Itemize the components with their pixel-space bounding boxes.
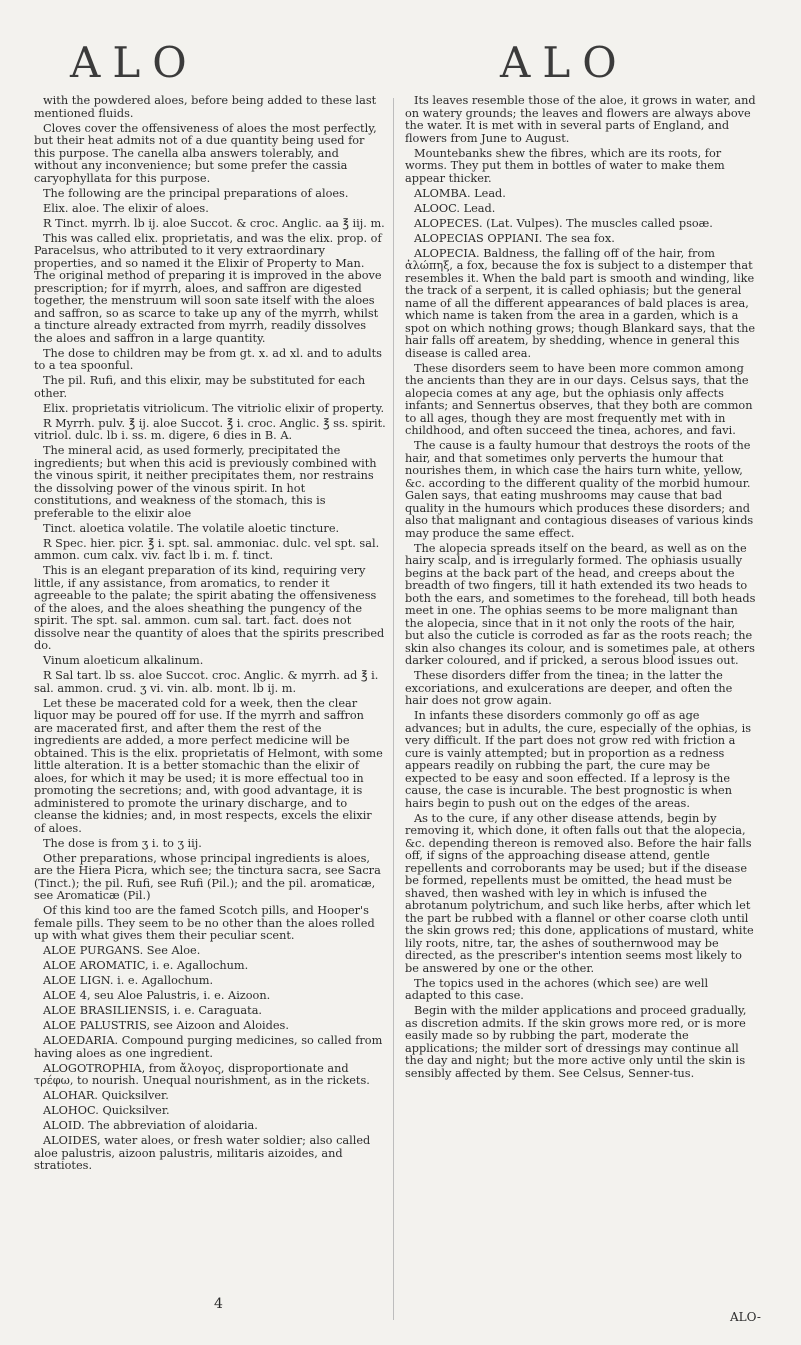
paragraph: The pil. Rufi, and this elixir, may be substituted for each other. <box>34 374 366 400</box>
paragraph: ALOGOTROPHIA, from ἄλογος, disproportionate and τρέφω, to nourish. Unequal nourishment, as in the rickets. <box>34 1061 370 1087</box>
paragraph: As to the cure, if any other disease attends, begin by removing it, which done, it often falls out that the alopecia, &c. depending thereon is removed also. Before the hair falls off, if signs of the approaching disease attend, gentle repellents and corroborants may be used; but if the disease be formed, repellents must be omitted, the head must be shaved, then washed with ley in which is infused the abrotanum polytrichum, and such like herbs, after which let the part be rubbed with a flannel or other coarse cloth until the skin grows red; this done, applications of mustard, white lily roots, nitre, tar, the ashes of southernwood may be directed, as the prescriber's intention seems most likely to be answered by one or the other. <box>405 811 754 975</box>
paragraph: Elix. proprietatis vitriolicum. The vitriolic elixir of property. <box>43 401 385 415</box>
paragraph: ALOOC. Lead. <box>414 201 496 215</box>
paragraph: Its leaves resemble those of the aloe, it grows in water, and on watery grounds; the leaves and flowers are always above the water. It is met with in several parts of England, and flowers from June to August. <box>405 94 756 145</box>
paragraph: Let these be macerated cold for a week, then the clear liquor may be poured off for use. If the myrrh and saffron are macerated first, and after them the rest of the ingredients are added, a more perfect medicine will be obtained. This is the elix. proprietatis of Helmont, with some little alteration. It is a better stomachic than the elixir of aloes, for which it may be used; it is more effectual too in promoting the secretions; and, with good advantage, it is administered to promote the urinary discharge, and to cleanse the kidnies; and, in most respects, excels the elixir of aloes. <box>34 696 383 835</box>
paragraph: R Spec. hier. picr. ℥ i. spt. sal. ammoniac. dulc. vel spt. sal. ammon. cum calx. viv. fact lb i. m. f. tinct. <box>34 536 380 562</box>
catchword: ALO- <box>730 1310 761 1324</box>
paragraph: Begin with the milder applications and proceed gradually, as discretion admits. If the skin grows more red, or is more easily made so by rubbing the part, moderate the applications; the milder sort of dressings may continue all the day and night; but the more active only until the skin is sensibly affected by them. See Celsus, Senner-tus. <box>405 1004 747 1080</box>
paragraph: ALOMBA. Lead. <box>414 186 506 200</box>
column-divider <box>393 98 394 1320</box>
page-number: 4 <box>214 1296 223 1312</box>
paragraph: Cloves cover the offensiveness of aloes the most perfectly, but their heat admits not of a due quantity being used for this purpose. The canella alba answers tolerably, and without any inconvenience; but some prefer the cassia caryophyllata for this purpose. <box>34 121 377 185</box>
paragraph: The dose to children may be from gt. x. ad xl. and to adults to a tea spoonful. <box>34 346 382 372</box>
paragraph: ALOEDARIA. Compound purging medicines, so called from having aloes as one ingredient. <box>34 1034 383 1060</box>
paragraph: Tinct. aloetica volatile. The volatile aloetic tincture. <box>43 521 340 535</box>
paragraph: ALOE AROMATIC, i. e. Agallochum. <box>43 959 249 972</box>
paragraph: ALOPECIA. Baldness, the falling off of the hair, from ἀλώπηξ, a fox, because the fox is subject to a distemper that resembles it. When the bald part is smooth and winding, like the track of a serpent, it is called ophiasis; but the general name of all the different appearances of bald places is area, which name is taken from the area in a garden, which is a spot on which nothing grows; though Blankard says, that the hair falls off areatem, by shedding, whence in general this disease is called area. <box>405 246 756 360</box>
paragraph: ALOE PURGANS. See Aloe. <box>43 944 201 957</box>
paragraph: ALOE PALUSTRIS, see Aizoon and Aloides. <box>43 1019 289 1032</box>
paragraph: This is an elegant preparation of its kind, requiring very little, if any assistance, from aromatics, to render it agreeable to the palate; the spirit abating the offensiveness of the aloes, and the aloes sheathing the pungency of the spirit. The spt. sal. ammon. cum sal. tart. fact. does not dissolve near the quantity of aloes that the spirits prescribed do. <box>34 564 385 652</box>
paragraph: ALOPECES. (Lat. Vulpes). The muscles called psoæ. <box>414 216 713 230</box>
paragraph: In infants these disorders commonly go off as age advances; but in adults, the cure, especially of the ophias, is very difficult. If the part does not grow red with friction a cure is vainly attempted; but in proportion as a redness appears readily on rubbing the part, the cure may be expected to be easy and soon effected. If a leprosy is the cause, the case is incurable. The best prognostic is when hairs begin to push out on the edges of the areas. <box>405 709 752 810</box>
paragraph: R Myrrh. pulv. ℥ ij. aloe Succot. ℥ i. croc. Anglic. ℥ ss. spirit. vitriol. dulc. lb i. ss. m. digere, 6 dies in B. A. <box>34 416 386 442</box>
paragraph: These disorders seem to have been more common among the ancients than they are in our days. Celsus says, that the alopecia comes at any age, but the ophiasis only affects infants; and Sennertus observes, that they both are common to all ages, though they are most frequently met with in childhood, and often succeed the tinea, achores, and favi. <box>405 361 753 437</box>
paragraph: The dose is from ʒ i. to ʒ iij. <box>43 836 202 850</box>
running-head-right: ALO <box>500 38 629 87</box>
paragraph: with the powdered aloes, before being added to these last mentioned fluids. <box>34 94 377 120</box>
paragraph: Mountebanks shew the fibres, which are its roots, for worms. They put them in bottles of water to make them appear thicker. <box>405 146 725 185</box>
paragraph: ALOHOC. Quicksilver. <box>43 1104 170 1117</box>
paragraph: This was called elix. proprietatis, and was the elix. prop. of Paracelsus, who attributed to it very extraordinary properties, and so named it the Elixir of Property to Man. The original method of preparing it is improved in the above prescription; for if myrrh, aloes, and saffron are digested together, the menstruum will soon sate itself with the aloes and saffron, so as scarce to take up any of the myrrh, whilst a tincture already extracted from myrrh, readily dissolves the aloes and saffron in a large quantity. <box>34 231 382 345</box>
paragraph: ALOHAR. Quicksilver. <box>43 1089 169 1102</box>
running-head-left: ALO <box>70 38 199 87</box>
paragraph: The following are the principal preparations of aloes. <box>43 186 349 200</box>
paragraph: The alopecia spreads itself on the beard, as well as on the hairy scalp, and is irregularly formed. The ophiasis usually begins at the back part of the head, and creeps about the breadth of two fingers, till it hath extended its two heads to both the ears, and sometimes to the forehead, till both heads meet in one. The ophias seems to be more malignant than the alopecia, since that in it not only the roots of the hair, but also the cuticle is corroded as far as the roots reach; the skin also changes its colour, and is sometimes pale, at others darker coloured, and if pricked, a serous blood issues out. <box>405 541 756 667</box>
paragraph: ALOIDES, water aloes, or fresh water soldier; also called aloe palustris, aizoon palustris, militaris aizoides, and stratiotes. <box>34 1134 371 1172</box>
right-column <box>405 95 757 1083</box>
paragraph: Elix. aloe. The elixir of aloes. <box>43 201 209 215</box>
paragraph: ALOE 4, seu Aloe Palustris, i. e. Aizoon. <box>43 989 271 1002</box>
paragraph: ALOE LIGN. i. e. Agallochum. <box>43 974 214 987</box>
paragraph: Of this kind too are the famed Scotch pills, and Hooper's female pills. They seem to be no other than the aloes rolled up with what gives them their peculiar scent. <box>34 904 375 942</box>
paragraph: ALOPECIAS OPPIANI. The sea fox. <box>414 231 615 245</box>
paragraph: The mineral acid, as used formerly, precipitated the ingredients; but when this acid is previously combined with the vinous spirit, it neither precipitates them, nor restrains the dissolving power of the vinous spirit. In hot constitutions, and weakness of the stomach, this is preferable to the elixir aloe <box>34 444 377 520</box>
paragraph: Vinum aloeticum alkalinum. <box>43 654 204 667</box>
paragraph: Other preparations, whose principal ingredients is aloes, are the Hiera Picra, which see; the tinctura sacra, see Sacra (Tinct.); the pil. Rufi, see Rufi (Pil.); and the pil. aromaticæ, see Aromaticæ (Pil.) <box>34 851 381 902</box>
paragraph: R Sal tart. lb ss. aloe Succot. croc. Anglic. & myrrh. ad ℥ i. sal. ammon. crud. ʒ vi. vin. alb. mont. lb ij. m. <box>34 669 379 695</box>
paragraph: These disorders differ from the tinea; in the latter the excoriations, and exulcerations are deeper, and often the hair does not grow again. <box>405 669 733 707</box>
paragraph: ALOE BRASILIENSIS, i. e. Caraguata. <box>43 1004 263 1017</box>
paragraph: ALOID. The abbreviation of aloidaria. <box>43 1119 258 1132</box>
left-column <box>34 95 386 1175</box>
paragraph: R Tinct. myrrh. lb ij. aloe Succot. & croc. Anglic. aa ℥ iij. m. <box>43 216 385 230</box>
paragraph: The topics used in the achores (which see) are well adapted to this case. <box>405 976 709 1002</box>
paragraph: The cause is a faulty humour that destroys the roots of the hair, and that sometimes only perverts the humour that nourishes them, in which case the hairs turn white, yellow, &c. according to the different quality of the morbid humour. Galen says, that eating mushrooms may cause that bad quality in the humours which produces these disorders; and also that malignant and contagious diseases of various kinds may produce the same effect. <box>405 439 754 540</box>
